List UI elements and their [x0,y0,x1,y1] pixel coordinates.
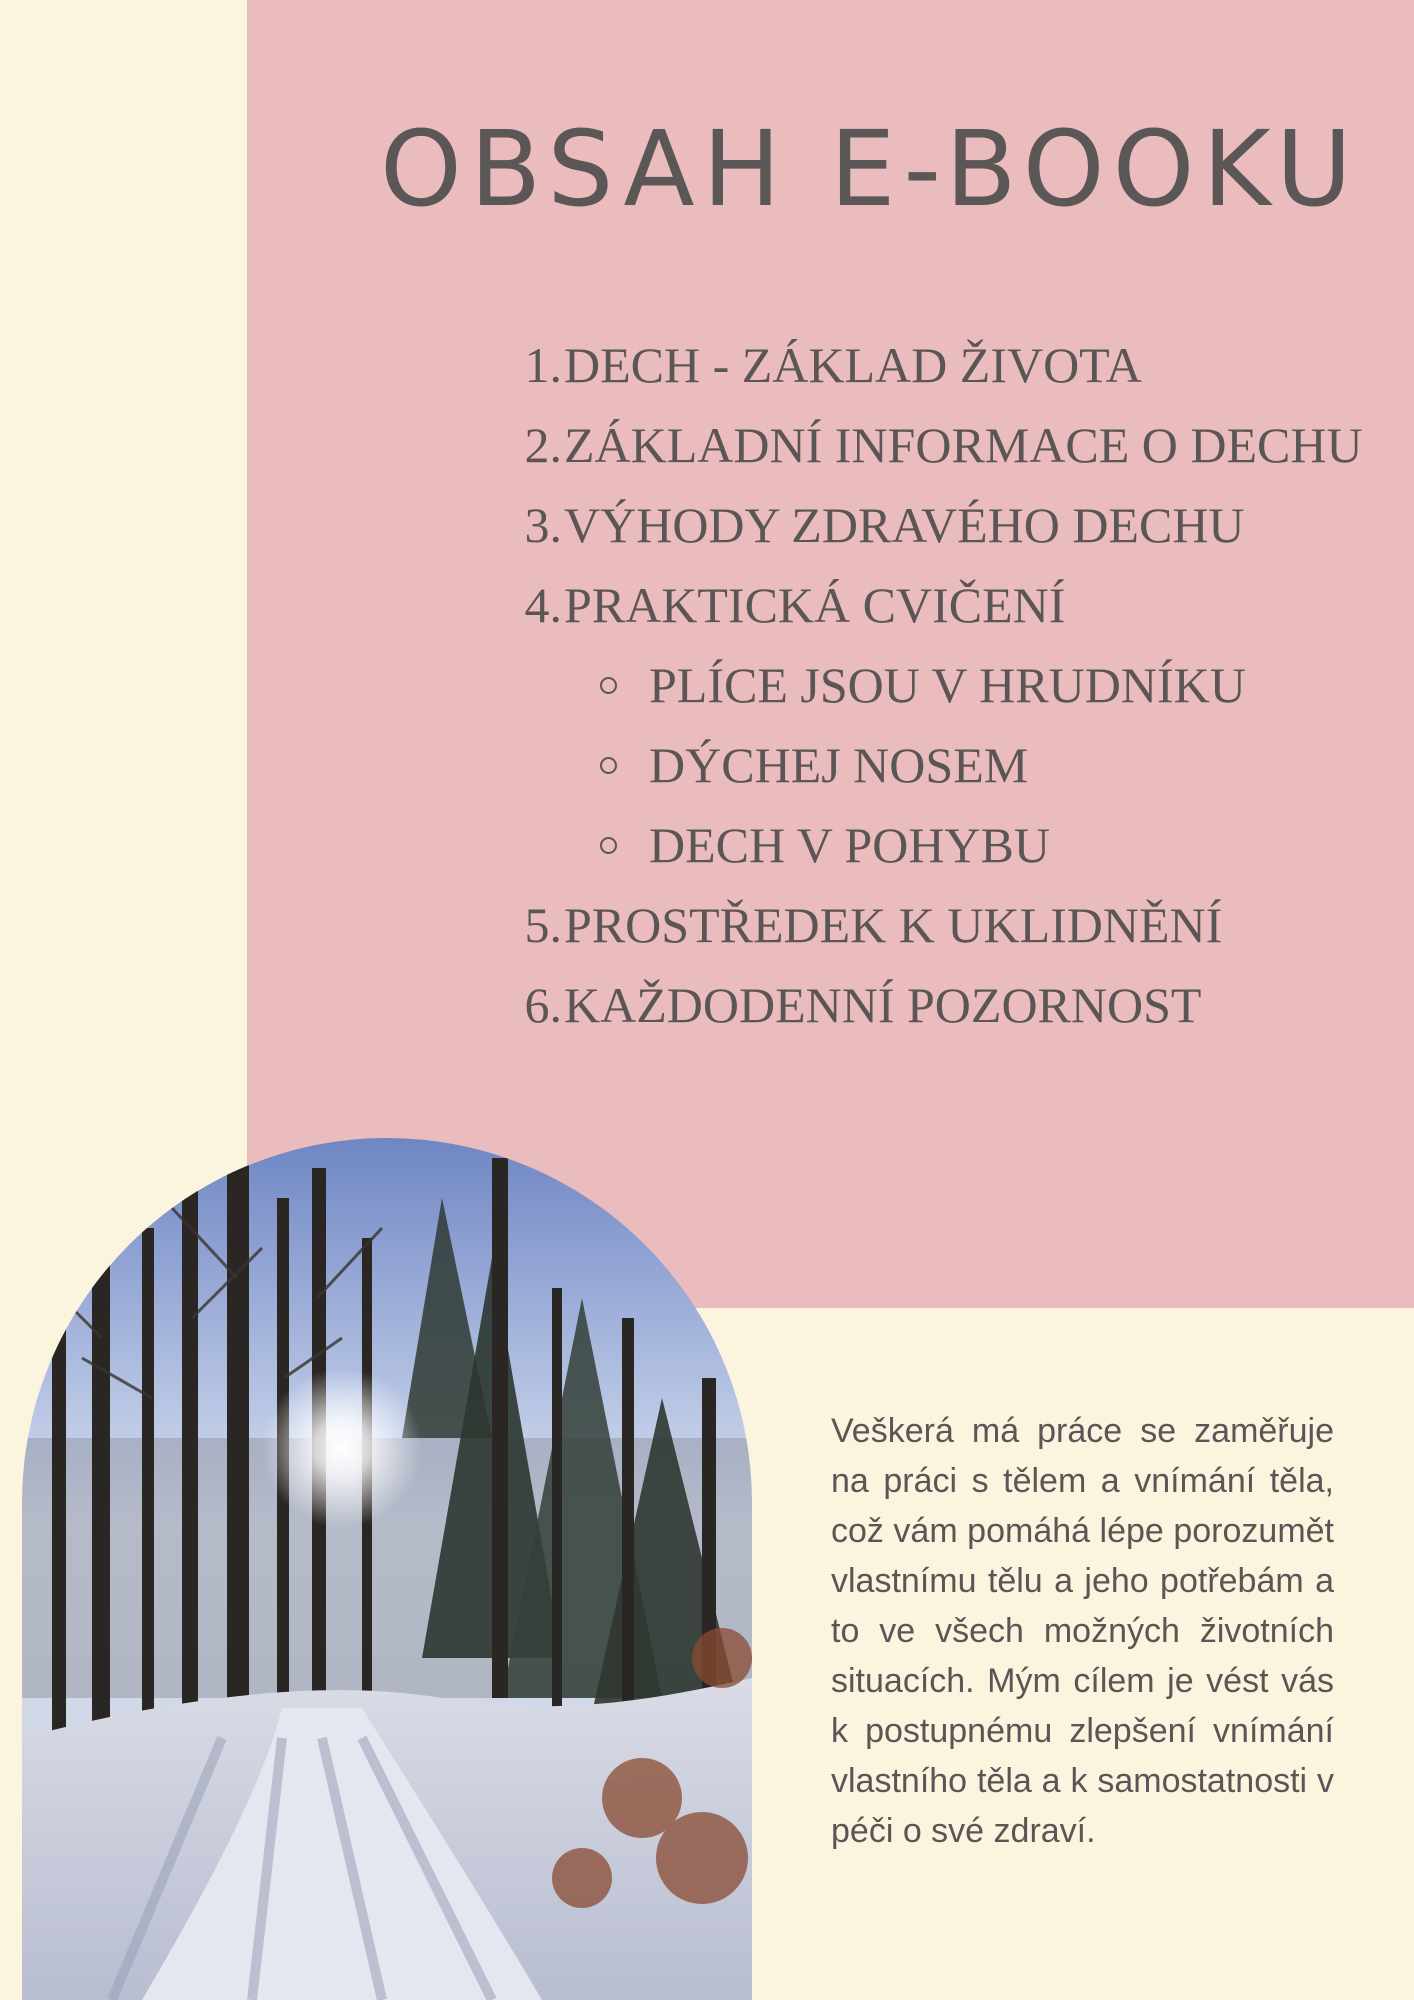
circle-bullet-icon [600,677,617,694]
toc-label: DECH - ZÁKLAD ŽIVOTA [564,337,1142,393]
toc-subitem-1 [510,645,1370,725]
toc-label: VÝHODY ZDRAVÉHO DECHU [564,497,1245,553]
page-title: OBSAH E-BOOKU [380,108,1361,230]
toc-item-5 [510,885,1370,965]
circle-bullet-icon [600,757,617,774]
toc-number: 6. [524,977,562,1033]
winter-forest-photo [22,1138,752,2000]
description-text: Veškerá má práce se zaměřuje na práci s tělem a vnímání těla, což vám pomáhá lépe porozumět vlastnímu tělu a jeho potřebám a to ve všech možných životních situacích. Mým cílem je vést vás k postupnému zlepšení vnímání vlastního těla a k samostatnosti v péči o své zdraví. [831,1412,1334,1850]
toc-label: ZÁKLADNÍ INFORMACE O DECHU [564,417,1363,473]
toc-label: PRAKTICKÁ CVIČENÍ [564,577,1066,633]
toc-label: DECH V POHYBU [649,817,1051,873]
toc-item-6 [510,965,1370,1045]
toc-number: 3. [524,497,562,553]
toc-label: PROSTŘEDEK K UKLIDNĚNÍ [564,897,1223,953]
toc-item-2 [510,405,1370,485]
toc-label: DÝCHEJ NOSEM [649,737,1029,793]
table-of-contents [510,325,1370,1045]
toc-subitem-3 [510,805,1370,885]
toc-number: 2. [524,417,562,473]
toc-number: 4. [524,577,562,633]
toc-item-3 [510,485,1370,565]
toc-number: 5. [524,897,562,953]
toc-label: KAŽDODENNÍ POZORNOST [564,977,1202,1033]
toc-number: 1. [524,337,562,393]
toc-item-1 [510,325,1370,405]
toc-subitem-2 [510,725,1370,805]
toc-item-4 [510,565,1370,645]
toc-label: PLÍCE JSOU V HRUDNÍKU [649,657,1246,713]
circle-bullet-icon [600,837,617,854]
